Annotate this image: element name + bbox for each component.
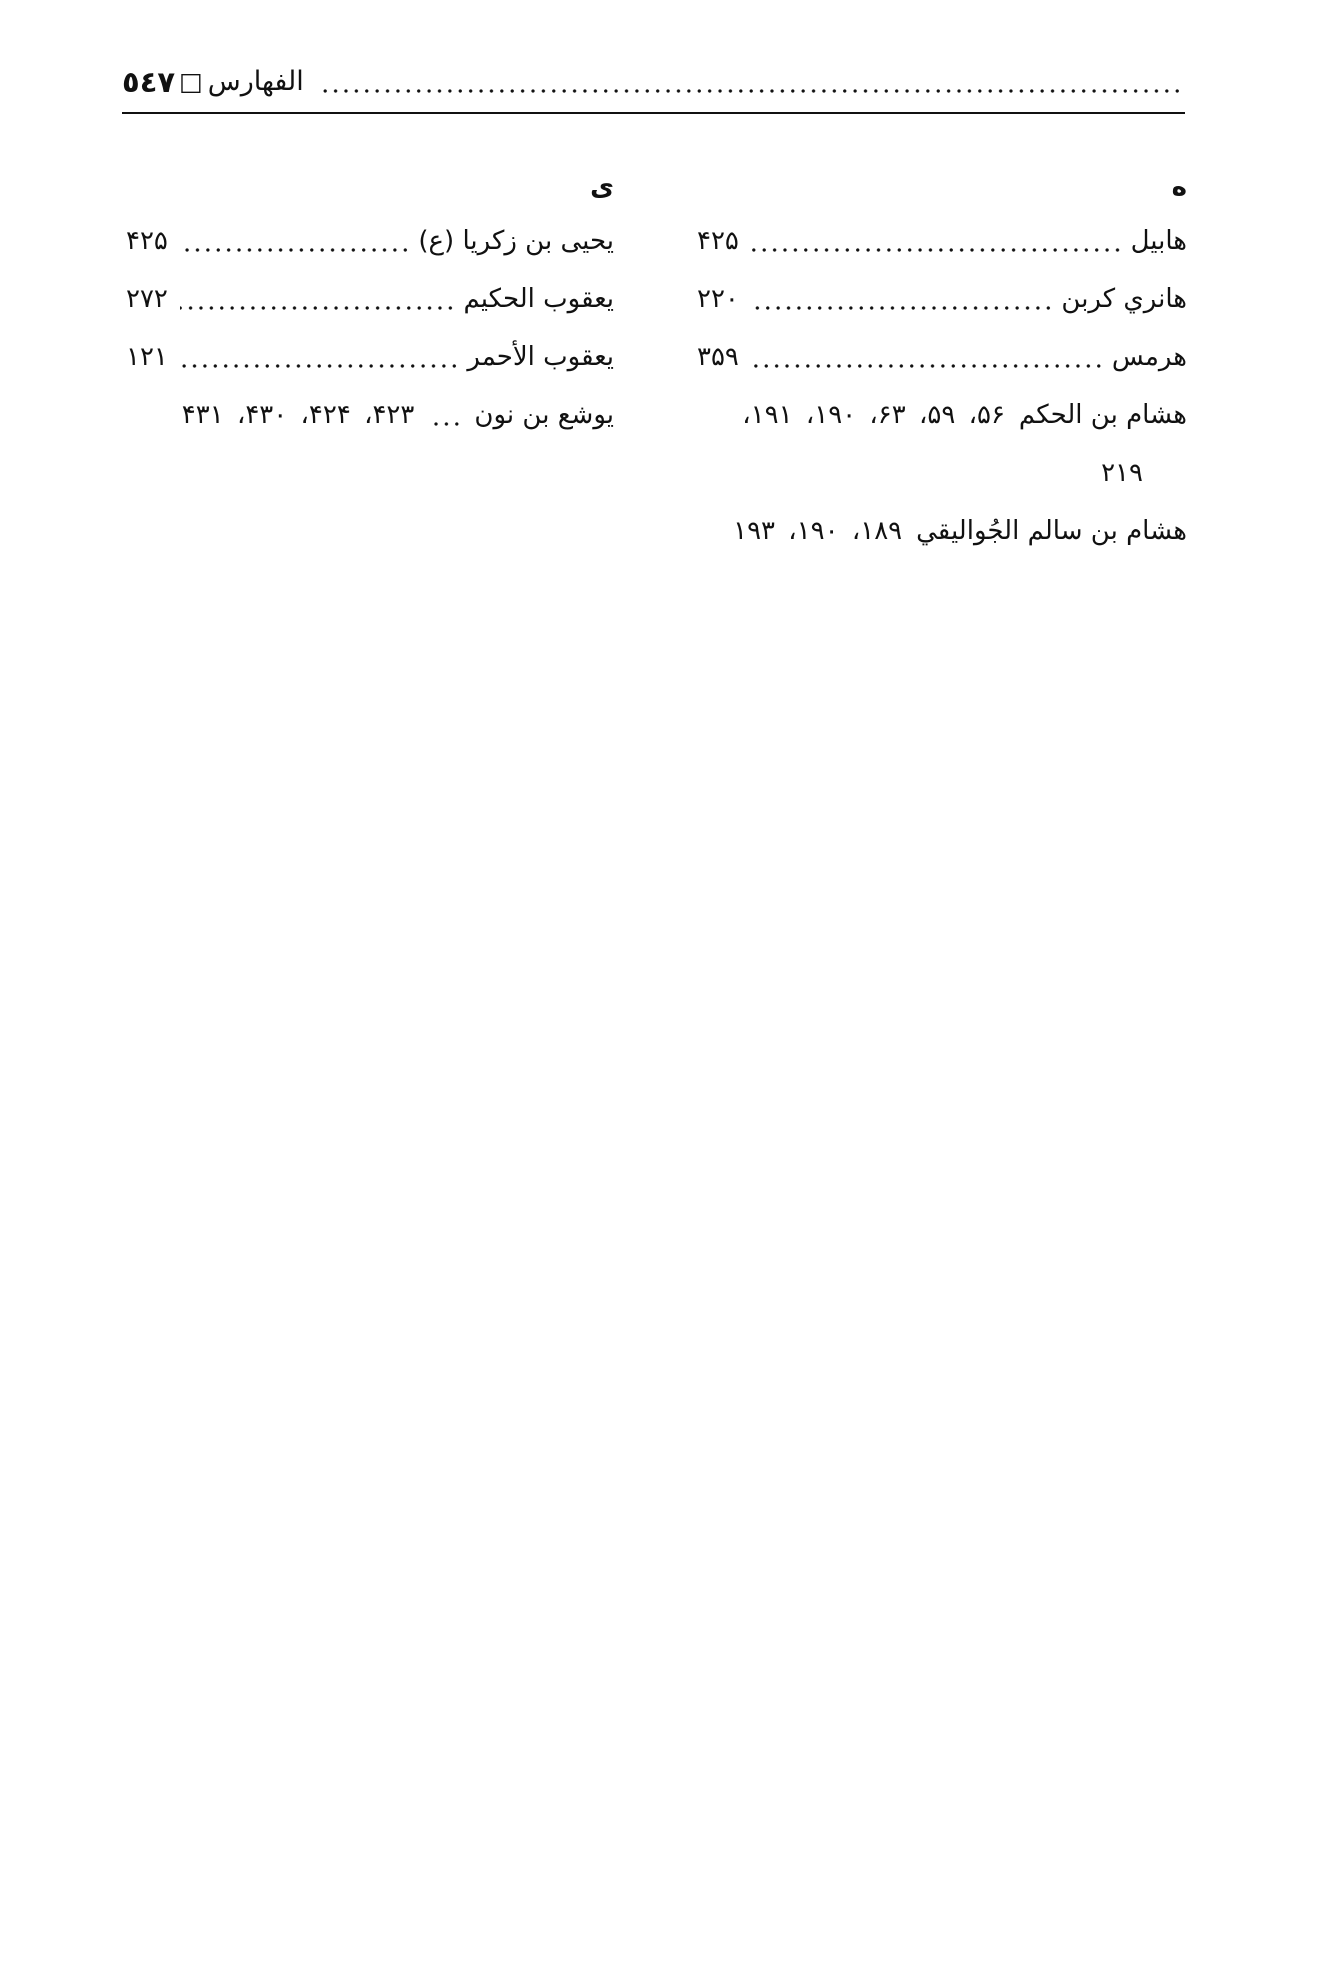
entry-pages: ۵۶، ۵۹، ۶۳، ۱۹۰، ۱۹۱، bbox=[742, 400, 1005, 430]
entry-name: هانري كربن bbox=[1061, 284, 1187, 314]
dot-leader bbox=[180, 305, 456, 311]
entry-name: يوشع بن نون bbox=[474, 400, 614, 430]
entry-name: هشام بن سالم الجُواليقي bbox=[916, 516, 1187, 546]
dot-leader bbox=[180, 247, 410, 253]
index-entry bbox=[126, 270, 614, 328]
dot-leader bbox=[751, 247, 1123, 253]
entry-pages: ۱۲۱ bbox=[126, 342, 168, 372]
entry-name: هابيل bbox=[1130, 226, 1187, 256]
entry-pages: ۲۲۰ bbox=[697, 284, 739, 314]
dot-leader bbox=[751, 305, 1054, 311]
entry-name: يعقوب الأحمر bbox=[467, 342, 614, 372]
entry-pages: ۳۵۹ bbox=[697, 342, 739, 372]
index-entry bbox=[697, 386, 1187, 444]
index-entry-continuation bbox=[697, 444, 1187, 502]
header-dot-leader bbox=[320, 88, 1185, 94]
page-number: ٥٤٧ bbox=[122, 65, 176, 99]
index-entry bbox=[697, 212, 1187, 270]
entry-pages: ۲۷۲ bbox=[126, 284, 168, 314]
dot-leader bbox=[428, 421, 462, 427]
header-rule bbox=[122, 112, 1185, 114]
index-entry bbox=[126, 328, 614, 386]
entry-pages: ۴۲۵ bbox=[697, 226, 739, 256]
section-letter: ى bbox=[590, 172, 614, 202]
page-header bbox=[122, 60, 1185, 104]
entry-pages: ۴۲۵ bbox=[126, 226, 168, 256]
dot-leader bbox=[180, 363, 459, 369]
entry-pages: ۴۲۳، ۴۲۴، ۴۳۰، ۴۳۱ bbox=[181, 400, 415, 430]
index-entry bbox=[697, 328, 1187, 386]
entry-pages-continued: ۲۱۹ bbox=[1101, 458, 1143, 488]
entry-name: يعقوب الحكيم bbox=[463, 284, 614, 314]
header-title: الفهارس bbox=[207, 66, 304, 97]
dot-leader bbox=[751, 363, 1104, 369]
index-entry bbox=[126, 386, 614, 444]
index-section-heh bbox=[697, 162, 1187, 560]
square-ornament-icon: □ bbox=[179, 67, 203, 96]
index-entry bbox=[697, 502, 1187, 560]
entry-pages: ۱۸۹، ۱۹۰، ۱۹۳ bbox=[733, 516, 903, 546]
section-letter: ه bbox=[1171, 172, 1187, 202]
index-entry bbox=[126, 212, 614, 270]
entry-name: هرمس bbox=[1111, 342, 1187, 372]
index-section-ya bbox=[126, 162, 614, 444]
entry-name: يحيى بن زكريا (ع) bbox=[418, 226, 614, 256]
entry-name: هشام بن الحكم bbox=[1018, 400, 1187, 430]
index-entry bbox=[697, 270, 1187, 328]
